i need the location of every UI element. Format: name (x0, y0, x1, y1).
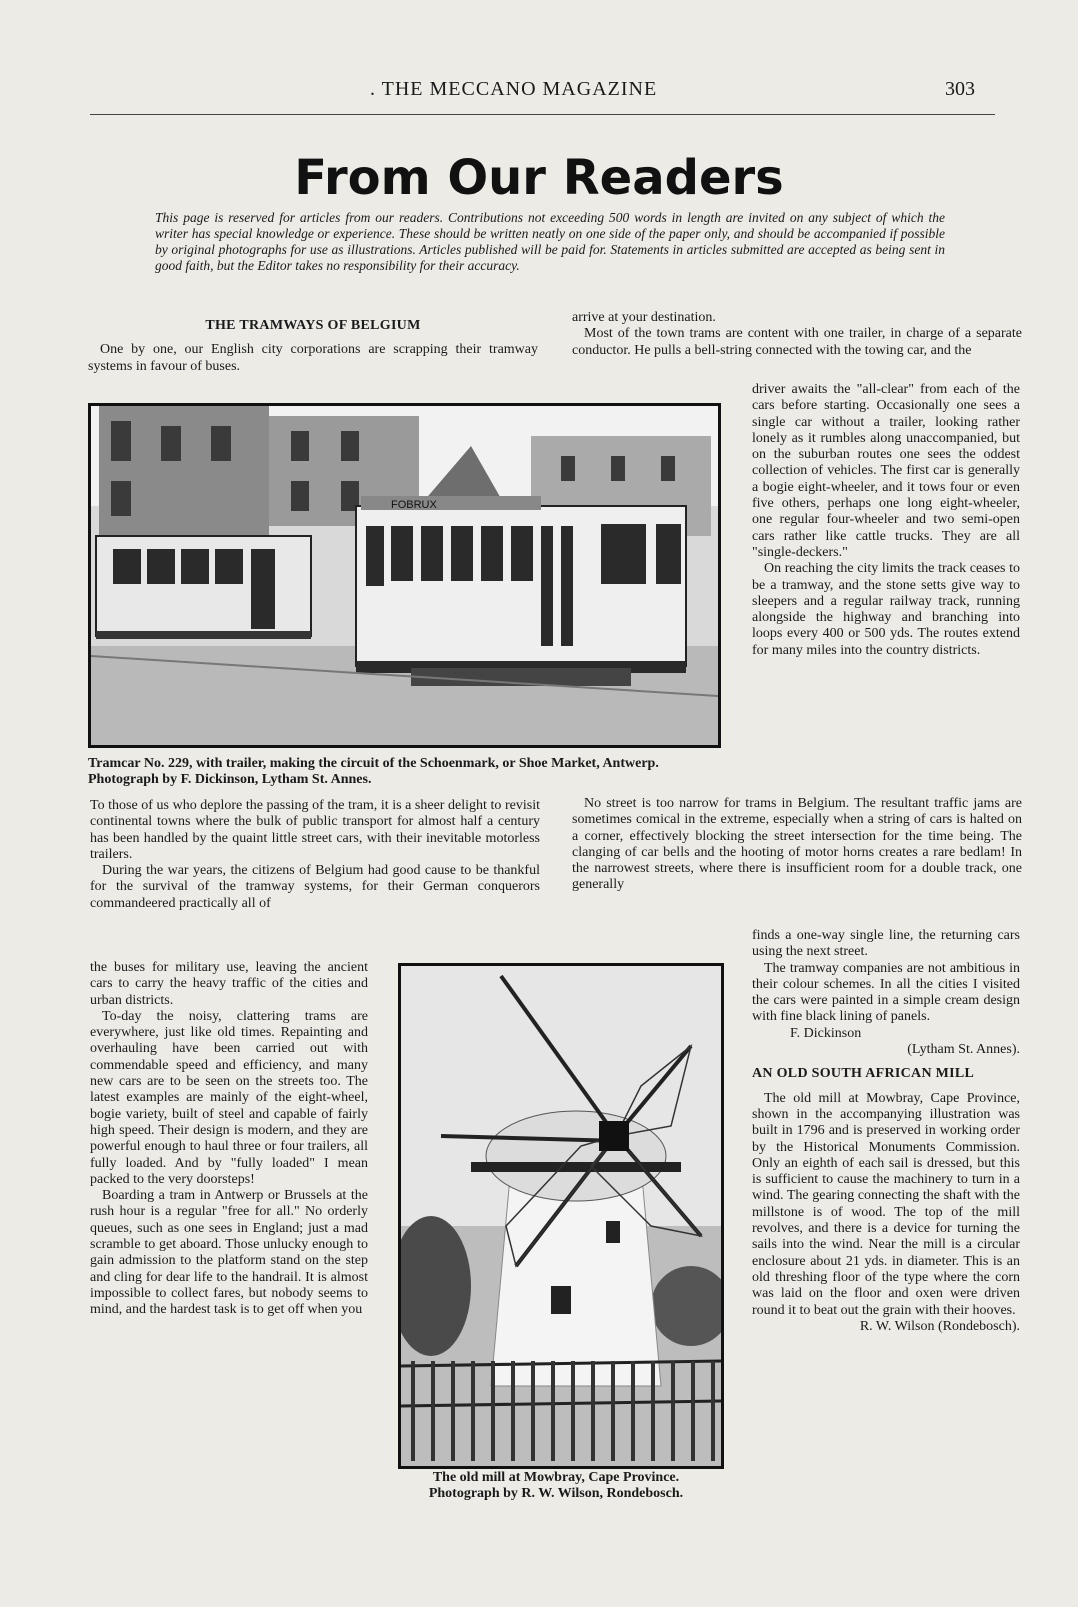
page-header (90, 78, 995, 115)
paragraph: To those of us who deplore the passing of the tram, it is a sheer delight to revisit continental towns where the bulk of public transport for almost half a century has been handled by the quaint little street cars, with their inevitable motorless trailers. (90, 798, 540, 862)
page-number: 303 (945, 78, 975, 100)
paragraph: Most of the town trams are content with one trailer, in charge of a separate conductor. He pulls a bell-string connected with the towing car, and the (572, 326, 1022, 358)
paragraph: finds a one-way single line, the returning cars using the next street. (752, 928, 1020, 960)
article-lead: One by one, our English city corporations are scrapping their tramway systems in favour of buses. (88, 342, 538, 374)
article-heading-tramways: THE TRAMWAYS OF BELGIUM (205, 318, 421, 333)
page-title: From Our Readers (294, 150, 784, 206)
signature: R. W. Wilson (Rondebosch). (859, 1318, 1020, 1334)
magazine-name: . THE MECCANO MAGAZINE (370, 78, 658, 100)
tram-photo-image (91, 406, 718, 745)
paragraph: arrive at your destination. (572, 310, 716, 325)
paragraph: The tramway companies are not ambitious in their colour schemes. In all the cities I visited the cars were painted in a simple cream design with fine black lining of panels. (752, 960, 1020, 1025)
article-tramways-col3-top (752, 382, 1020, 659)
article-tramways-col1-narrow (90, 960, 368, 1319)
paragraph: the buses for military use, leaving the ancient cars to carry the heavy traffic of the cities and urban districts. (90, 960, 368, 1008)
paragraph: driver awaits the "all-clear" from each of the cars before starting. Occasionally one sees a single car without a trailer, looking rather lonely as it rumbles along unaccompanied, but on the suburban routes one sees the oddest collection of vehicles. The first car is generally a bogie eight-wheeler, and it tows four or even five others, perhaps one long eight-wheeler, one regular four-wheeler and two semi-open cars rather like cattle trucks. They are all "single-deckers." (752, 382, 1020, 560)
article-tramways-col2-top (572, 310, 1022, 359)
intro-note: This page is reserved for articles from our readers. Contributions not exceeding 500 words in length are invited on any subject of which the writer has special knowledge or experience. These should be written neatly on one side of the paper only, and should be accompanied if possible by original photographs for use as illustrations. Articles published will be paid for. Statements in articles submitted are accepted as being sent in good faith, but the Editor takes no responsibility for their accuracy. (155, 210, 945, 273)
paragraph: During the war years, the citizens of Belgium had good cause to be thankful for the survival of the tramway systems, for their German conquerors commandeered practically all of (90, 863, 540, 911)
windmill-photo-image (401, 966, 721, 1466)
article-tramways-col2-mid (572, 796, 1022, 894)
article-tramways-col3-mid (752, 928, 1020, 1335)
tram-photo (88, 403, 721, 748)
tram-photo-caption: Tramcar No. 229, with trailer, making the circuit of the Schoenmark, or Shoe Market, Antwerp. Photograph by F. Dickinson, Lytham St. Annes. (88, 756, 659, 787)
paragraph: No street is too narrow for trams in Belgium. The resultant traffic jams are sometimes comical in the extreme, especially when a string of cars is halted on a corner, effectively blocking the street intersection for the time being. The clanging of car bells and the hooting of motor horns creates a rare bedlam! In the narrowest streets, where there is insufficient room for a double track, one generally (572, 796, 1022, 893)
paragraph: To-day the noisy, clattering trams are everywhere, just like old times. Repainting and overhauling have been carried out with commendable speed and efficiency, and many new cars are to be seen on the streets too. The latest examples are mainly of the eight-wheel, bogie variety, built of steel and capable of fairly high speed. Their design is modern, and they are powerful enough to haul three or four trailers, all fully loaded. And by "fully loaded" I mean packed to the very doorsteps! (90, 1008, 368, 1187)
paragraph: The old mill at Mowbray, Cape Province, shown in the accompanying illustration was built in 1796 and is preserved in working order by the Historical Monuments Commission. Only an eighth of each sail is dressed, but this is sufficient to cause the machinery to turn in a wind. The gearing connecting the shaft with the millstone is of wood. The top of the mill revolves, and there is a device for turning the sails into the wind. Near the mill is a circular enclosure about 21 yds. in diameter. This is an old threshing floor of the type where the corn was laid on the floor and oxen were driven round it to beat out the grain with their hooves. (752, 1090, 1020, 1318)
signature-name: F. Dickinson (790, 1025, 862, 1041)
windmill-photo (398, 963, 724, 1469)
article-tramways-col1 (90, 798, 540, 912)
article-heading-mill: AN OLD SOUTH AFRICAN MILL (752, 1066, 975, 1082)
article-tramways-header (88, 318, 538, 375)
paragraph: Boarding a tram in Antwerp or Brussels at the rush hour is a regular "free for all." No orderly queues, such as one sees in England; just a mad scramble to get aboard. Those unlucky enough to gain admission to the platform stand on the step and cling for dear life to the handrail. It is almost impossible to collect fares, but nobody seems to mind, and the hardest task is to get off when you (90, 1188, 368, 1318)
signature-place: (Lytham St. Annes). (907, 1042, 1020, 1058)
windmill-photo-caption: The old mill at Mowbray, Cape Province. Photograph by R. W. Wilson, Rondebosch. (428, 1470, 684, 1501)
paragraph: On reaching the city limits the track ceases to be a tramway, and the stone setts give way to sleepers and a regular railway track, running alongside the highway and branching into loops every 400 or 500 yds. The routes extend for many miles into the country districts. (752, 561, 1020, 658)
tram-destination-sign: FOBRUX (391, 499, 437, 511)
